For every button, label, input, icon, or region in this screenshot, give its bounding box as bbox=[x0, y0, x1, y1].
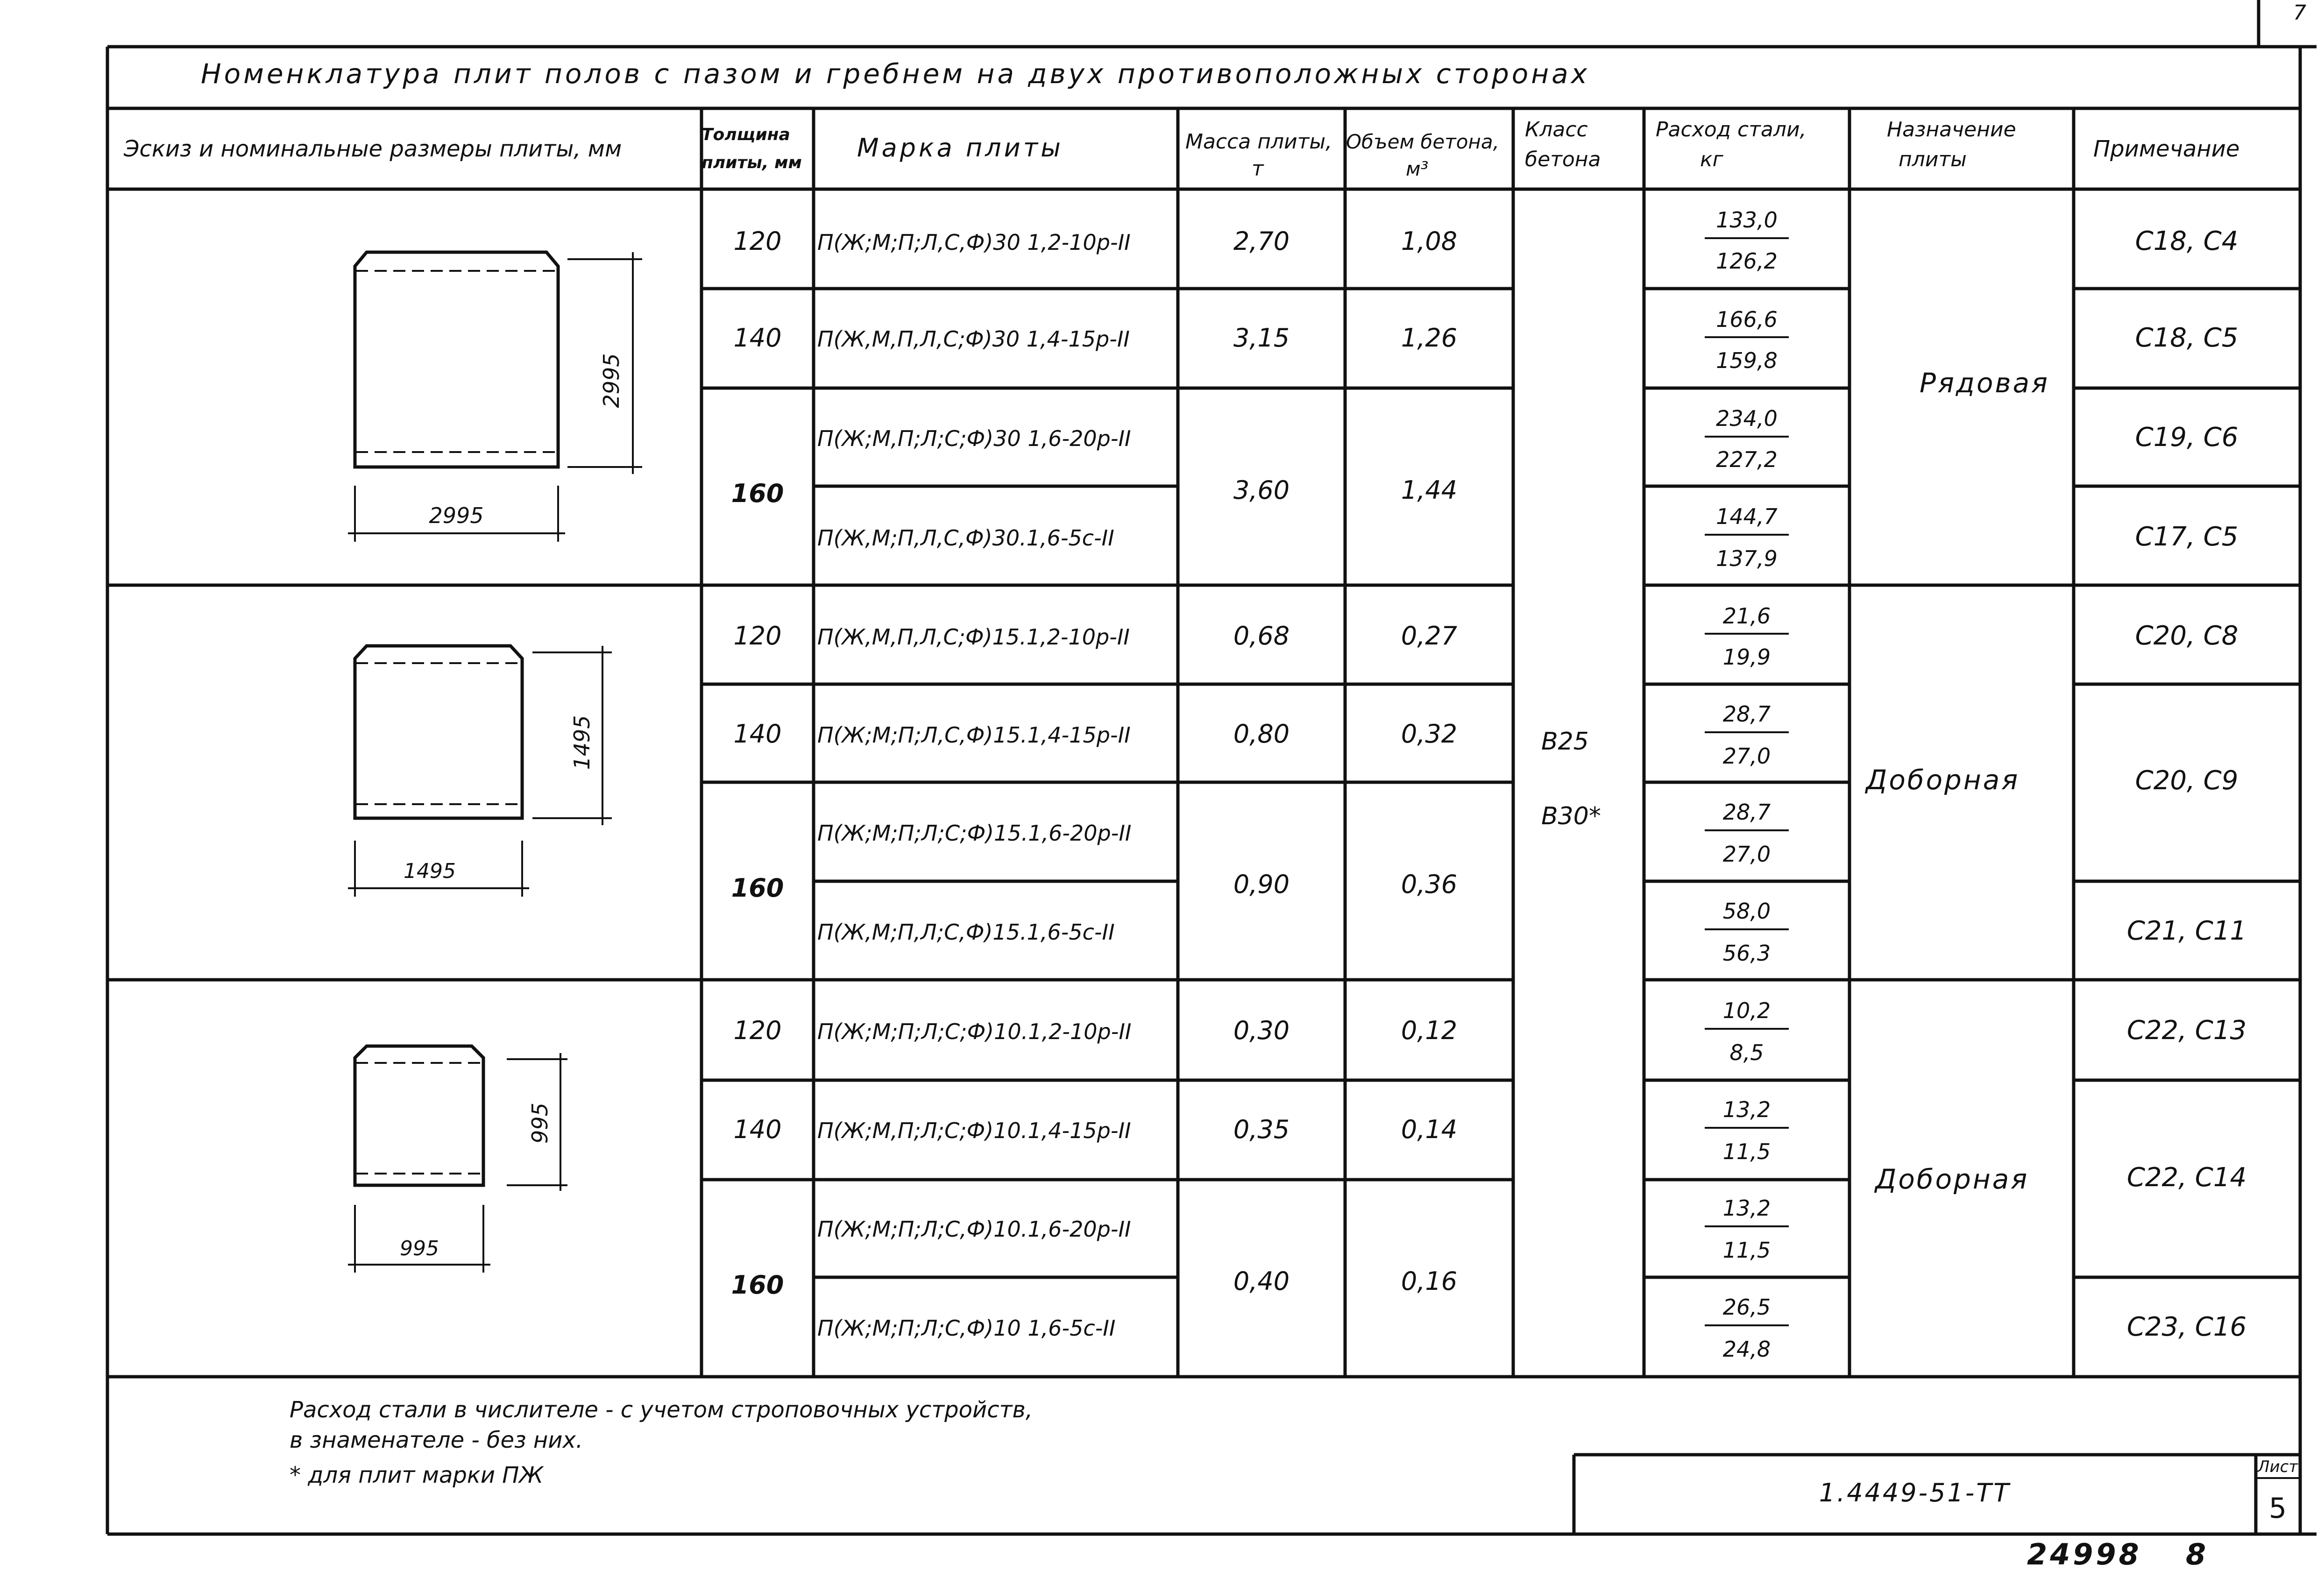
archive-suffix: 8 bbox=[2186, 1537, 2206, 1571]
cell-volume: 0,14 bbox=[1401, 1115, 1458, 1144]
header-class-1: Класс bbox=[1525, 118, 1588, 142]
table-row bbox=[733, 998, 1789, 1065]
table-row bbox=[733, 207, 1789, 274]
cell-steel-num: 13,2 bbox=[1722, 1097, 1771, 1122]
table-row bbox=[733, 701, 1789, 769]
cell-mark: П(Ж,М,П,Л,С;Ф)30 1,4-15р-II bbox=[817, 326, 1130, 352]
sketch1-height: 2995 bbox=[599, 353, 624, 408]
cell-steel-num: 28,7 bbox=[1722, 800, 1771, 825]
cell-thickness: 140 bbox=[733, 719, 782, 749]
cell-steel-num: 58,0 bbox=[1722, 899, 1771, 924]
cell-mass: 0,35 bbox=[1233, 1115, 1290, 1144]
cell-mass-merged: 3,60 bbox=[1233, 475, 1290, 505]
header-steel-1: Расход стали, bbox=[1656, 118, 1807, 142]
cell-mark: П(Ж;М;П;Л;С;Ф)15.1,6-20р-II bbox=[817, 821, 1132, 846]
cell-note: С18, С5 bbox=[2135, 323, 2239, 353]
cell-mark: П(Ж;М;П;Л,С,Ф)30 1,2-10р-II bbox=[817, 230, 1131, 255]
footnotes bbox=[290, 1397, 1033, 1488]
cell-mark: П(Ж;М,П;Л;С;Ф)30 1,6-20р-II bbox=[817, 426, 1131, 451]
cell-mass-merged: 0,40 bbox=[1233, 1267, 1290, 1296]
sketch1-width: 2995 bbox=[429, 503, 484, 528]
sketch-plate-2995 bbox=[348, 252, 642, 542]
cell-thickness: 140 bbox=[733, 1115, 782, 1144]
header-sketch: Эскиз и номинальные размеры плиты, мм bbox=[124, 136, 622, 162]
document-code: 1.4449-51-ТТ bbox=[1819, 1478, 2011, 1507]
cell-steel-num: 10,2 bbox=[1722, 998, 1771, 1023]
footnote-line-1: Расход стали в числителе - с учетом строповочных устройств, bbox=[290, 1397, 1033, 1423]
header-thickness-1: Толщина bbox=[701, 125, 790, 144]
sheet-label: Лист bbox=[2257, 1458, 2298, 1476]
cell-steel-num: 26,5 bbox=[1722, 1295, 1771, 1320]
sketch-plate-1495 bbox=[348, 646, 612, 897]
sketch2-height: 1495 bbox=[569, 715, 595, 770]
cell-purpose-3: Доборная bbox=[1875, 1163, 2029, 1195]
cell-purpose-2: Доборная bbox=[1866, 764, 2020, 796]
cell-note: С21, С11 bbox=[2126, 916, 2247, 946]
header-mass-2: т bbox=[1252, 157, 1264, 181]
cell-mark: П(Ж;М;П;Л;С;Ф)10.1,2-10р-II bbox=[817, 1019, 1132, 1044]
table-row bbox=[733, 1097, 1789, 1164]
sketch3-height: 995 bbox=[527, 1103, 553, 1144]
header-mark: Марка плиты bbox=[857, 133, 1063, 163]
cell-mass: 0,68 bbox=[1233, 621, 1290, 651]
cell-note: С19, С6 bbox=[2135, 422, 2239, 453]
cell-mass: 3,15 bbox=[1233, 323, 1290, 353]
cell-note: С23, С16 bbox=[2126, 1312, 2247, 1342]
table-row bbox=[733, 307, 1789, 373]
cell-steel-num: 21,6 bbox=[1722, 603, 1771, 629]
cell-thickness-160: 160 bbox=[731, 1270, 784, 1300]
cell-volume-merged: 0,36 bbox=[1401, 870, 1458, 899]
cell-mark: П(Ж;М;П;Л;С,Ф)10.1,6-20р-II bbox=[817, 1217, 1131, 1242]
cell-thickness-160: 160 bbox=[731, 873, 784, 903]
cell-volume: 0,32 bbox=[1401, 719, 1458, 749]
cell-thickness: 120 bbox=[733, 226, 782, 256]
cell-mass: 2,70 bbox=[1233, 226, 1290, 256]
cell-steel-den: 27,0 bbox=[1722, 842, 1771, 867]
cell-thickness: 120 bbox=[733, 1016, 782, 1045]
header-class-2: бетона bbox=[1525, 148, 1601, 171]
cell-note: С18, С4 bbox=[2135, 226, 2239, 256]
cell-note: С20, С9 bbox=[2135, 765, 2239, 796]
sketch2-width: 1495 bbox=[404, 859, 456, 883]
cell-mark: П(Ж;М;П;Л,С,Ф)15.1,4-15р-II bbox=[817, 722, 1131, 748]
cell-steel-num: 144,7 bbox=[1716, 504, 1778, 529]
cell-steel-den: 19,9 bbox=[1722, 644, 1771, 670]
cell-volume-merged: 1,44 bbox=[1401, 475, 1458, 505]
table-row bbox=[733, 603, 1789, 670]
archive-number: 24998 bbox=[2027, 1537, 2142, 1571]
cell-mark: П(Ж;М,П;Л;С;Ф)10.1,4-15р-II bbox=[817, 1118, 1131, 1143]
page-number: 7 bbox=[2293, 1, 2306, 25]
sheet-number: 5 bbox=[2268, 1492, 2287, 1525]
cell-steel-num: 234,0 bbox=[1716, 406, 1778, 431]
cell-volume: 0,12 bbox=[1401, 1016, 1458, 1045]
cell-steel-den: 137,9 bbox=[1716, 546, 1778, 571]
cell-steel-den: 11,5 bbox=[1722, 1139, 1771, 1164]
cell-steel-num: 13,2 bbox=[1722, 1196, 1771, 1221]
header-steel-2: кг bbox=[1700, 148, 1723, 171]
cell-steel-den: 11,5 bbox=[1722, 1238, 1771, 1263]
header-purpose-1: Назначение bbox=[1887, 118, 2016, 142]
table-header bbox=[123, 118, 2239, 181]
cell-mark: П(Ж;М;П;Л;С,Ф)10 1,6-5с-II bbox=[817, 1316, 1116, 1341]
cell-volume: 0,27 bbox=[1401, 621, 1458, 651]
cell-steel-den: 24,8 bbox=[1722, 1337, 1771, 1362]
cell-note: С17, С5 bbox=[2135, 522, 2239, 552]
header-thickness-2: плиты, мм bbox=[701, 153, 802, 172]
cell-steel-den: 27,0 bbox=[1722, 743, 1771, 769]
cell-thickness-160: 160 bbox=[731, 479, 784, 508]
cell-steel-den: 159,8 bbox=[1716, 348, 1778, 373]
cell-thickness: 120 bbox=[733, 621, 782, 651]
header-purpose-2: плиты bbox=[1899, 148, 1967, 171]
cell-volume: 1,08 bbox=[1401, 226, 1458, 256]
cell-steel-num: 28,7 bbox=[1722, 701, 1771, 727]
cell-steel-den: 126,2 bbox=[1716, 248, 1778, 274]
cell-steel-num: 133,0 bbox=[1716, 207, 1778, 233]
cell-concrete-class-2: В30* bbox=[1541, 802, 1601, 830]
cell-mass: 0,80 bbox=[1233, 719, 1290, 749]
cell-steel-num: 166,6 bbox=[1716, 307, 1778, 332]
header-volume-2: м³ bbox=[1406, 157, 1429, 180]
sketch-plate-995 bbox=[348, 1046, 567, 1273]
table-body bbox=[731, 207, 2247, 1362]
footnote-line-3: * для плит марки ПЖ bbox=[290, 1462, 544, 1488]
cell-note: С20, С8 bbox=[2135, 621, 2239, 651]
cell-steel-den: 8,5 bbox=[1729, 1040, 1764, 1065]
cell-purpose-1: Рядовая bbox=[1920, 367, 2050, 399]
cell-thickness: 140 bbox=[733, 323, 782, 353]
sketch3-width: 995 bbox=[400, 1237, 439, 1260]
cell-mark: П(Ж,М;П,Л,С,Ф)30.1,6-5с-II bbox=[817, 525, 1114, 551]
table-title: Номенклатура плит полов с пазом и гребнем на двух противоположных сторонах bbox=[201, 58, 1590, 90]
header-mass-1: Масса плиты, bbox=[1185, 130, 1332, 154]
cell-volume: 1,26 bbox=[1401, 323, 1458, 353]
cell-concrete-class-1: В25 bbox=[1541, 728, 1589, 756]
cell-mark: П(Ж,М;П,Л;С,Ф)15.1,6-5с-II bbox=[817, 920, 1115, 945]
cell-mass-merged: 0,90 bbox=[1233, 870, 1290, 899]
title-block bbox=[1574, 1455, 2300, 1534]
cell-steel-den: 56,3 bbox=[1722, 941, 1771, 966]
footnote-line-2: в знаменателе - без них. bbox=[290, 1427, 583, 1453]
cell-note: С22, С14 bbox=[2126, 1162, 2247, 1193]
cell-volume-merged: 0,16 bbox=[1401, 1267, 1458, 1296]
header-volume-1: Объем бетона, bbox=[1346, 130, 1499, 153]
cell-mark: П(Ж,М,П,Л,С;Ф)15.1,2-10р-II bbox=[817, 624, 1130, 650]
cell-note: С22, С13 bbox=[2126, 1015, 2247, 1046]
cell-mass: 0,30 bbox=[1233, 1016, 1290, 1045]
cell-steel-den: 227,2 bbox=[1716, 447, 1778, 472]
header-note: Примечание bbox=[2093, 136, 2240, 162]
